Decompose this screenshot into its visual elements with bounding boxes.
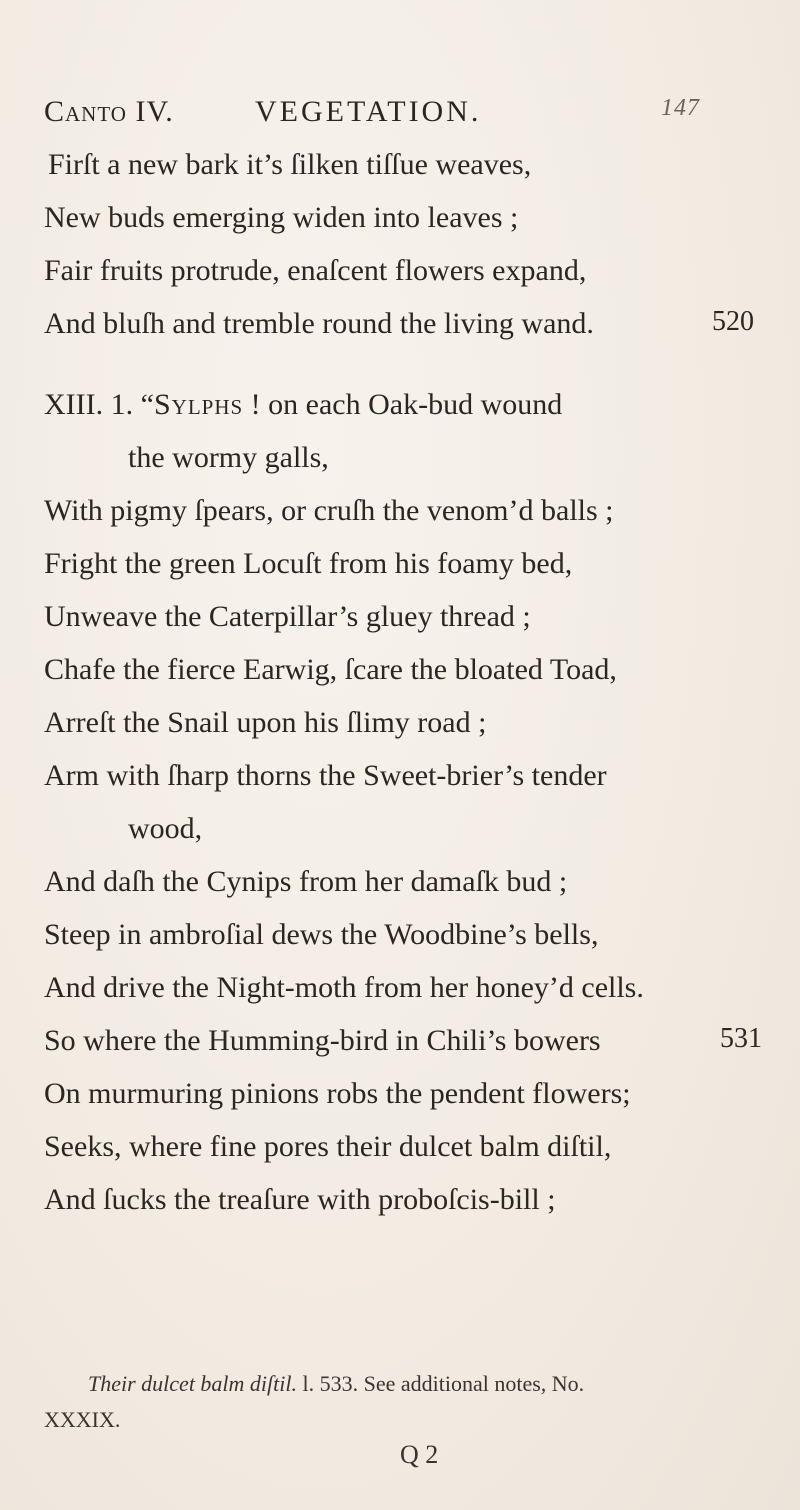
signature-mark: Q 2 bbox=[400, 1440, 439, 1469]
stanza-numeral: XIII. 1. bbox=[44, 388, 134, 421]
page-number: 147 bbox=[661, 95, 700, 121]
footnote-reference: l. 533. See additional notes, No. bbox=[302, 1371, 585, 1396]
verse-line: And bluſh and tremble round the living wand. bbox=[44, 307, 594, 340]
line-number: 531 bbox=[720, 1023, 762, 1054]
verse-line: With pigmy ſpears, or cruſh the venom’d balls ; bbox=[44, 494, 614, 527]
verse-line: New buds emerging widen into leaves ; bbox=[44, 201, 519, 234]
stanza-opening-line bbox=[44, 385, 562, 425]
verse-line: Fright the green Locuſt from his foamy bed, bbox=[44, 547, 573, 580]
verse-line: Fair fruits protrude, enaſcent flowers expand, bbox=[44, 254, 587, 287]
verse-line: And drive the Night-moth from her honey’d cells. bbox=[44, 971, 644, 1004]
verse-line: On murmuring pinions robs the pendent flowers; bbox=[44, 1077, 631, 1110]
verse-line: Firſt a new bark it’s ſilken tiſſue weaves, bbox=[48, 148, 532, 181]
verse-line: Seeks, where fine pores their dulcet balm diſtil, bbox=[44, 1130, 612, 1163]
footnote-citation: Their dulcet balm diſtil. bbox=[88, 1371, 297, 1396]
verse-line: Arm with ſharp thorns the Sweet-brier’s tender bbox=[44, 759, 607, 792]
opening-rest: ! on each Oak-bud wound bbox=[250, 388, 563, 421]
footnote-line bbox=[44, 1366, 764, 1402]
footnote bbox=[44, 1366, 764, 1438]
canto-label: Canto IV. bbox=[44, 95, 174, 128]
verse-line: Unweave the Caterpillar’s gluey thread ; bbox=[44, 600, 531, 633]
line-number: 520 bbox=[712, 306, 754, 337]
verse-line: Steep in ambroſial dews the Woodbine’s bells, bbox=[44, 918, 599, 951]
footnote-line: XXXIX. bbox=[44, 1407, 121, 1432]
page-title: VEGETATION. bbox=[255, 95, 482, 128]
open-quote: “ bbox=[140, 388, 154, 421]
running-header bbox=[44, 95, 700, 135]
verse-line: Arreſt the Snail upon his ſlimy road ; bbox=[44, 706, 487, 739]
verse-line: And daſh the Cynips from her damaſk bud ; bbox=[44, 865, 568, 898]
sylphs-word: Sylphs bbox=[153, 388, 244, 421]
verse-line: Chafe the fierce Earwig, ſcare the bloated Toad, bbox=[44, 653, 617, 686]
verse-continuation: the wormy galls, bbox=[128, 441, 329, 474]
verse-line: And ſucks the treaſure with proboſcis-bill ; bbox=[44, 1183, 556, 1216]
verse-continuation: wood, bbox=[128, 812, 203, 845]
verse-line: So where the Humming-bird in Chili’s bowers bbox=[44, 1024, 601, 1057]
